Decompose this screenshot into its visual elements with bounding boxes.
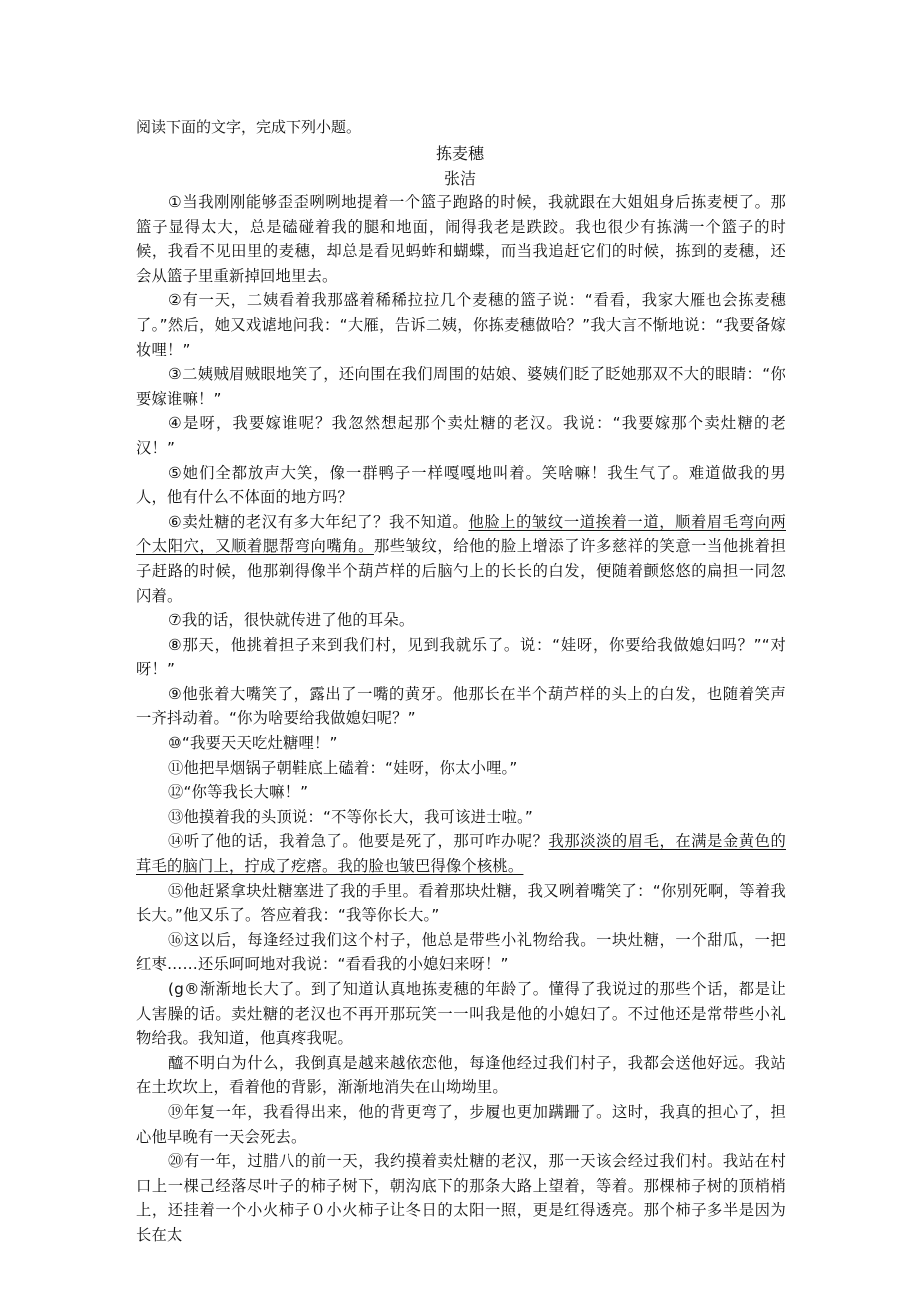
paragraph-15: ⑮他赶紧拿块灶糖塞进了我的手里。看着那块灶糖，我又咧着嘴笑了：“你别死啊，等着我长大。”他又乐了。答应着我：“我等你长大。” — [136, 881, 786, 925]
paragraph-11: ⑪他把旱烟锅子朝鞋底上磕着：“娃呀，你太小哩。” — [168, 758, 518, 777]
paragraph-10: ⑩“我要天天吃灶糖哩！” — [168, 734, 338, 753]
paragraph-6 — [136, 510, 786, 608]
instruction-text: 阅读下面的文字，完成下列小题。 — [136, 118, 362, 136]
paragraph-6-plain-end: 那些皱纹，给他的脸上增添了许多慈祥的笑意一当他挑着担子赶路的时候，他那剃得像半个葫芦样的后脑勺上的长长的白发，便随着颤悠悠的扁担一同忽闪着。 — [136, 537, 786, 605]
paragraph-4: ④是呀，我要嫁谁呢？我忽然想起那个卖灶糖的老汉。我说：“我要嫁那个卖灶糖的老汉！” — [136, 414, 786, 457]
paragraph-1: ①当我刚刚能够歪歪咧咧地提着一个篮子跑路的时候，我就跟在大姐姐身后拣麦梗了。那篮子显得太大，总是磕碰着我的腿和地面，闹得我老是跌跤。我也很少有拣满一个篮子的时候，我看不见田里的麦穗，却总是看见蚂蚱和蝴蝶，而当我追赶它们的时候，拣到的麦穗，还会从篮子里重新掉回地里去。 — [136, 193, 786, 285]
paragraph-7: ⑦我的话，很快就传进了他的耳朵。 — [168, 611, 415, 630]
article-body — [136, 190, 786, 1248]
article-title: 拣麦穗 — [435, 144, 484, 163]
paragraph-14-plain-start: ⑭听了他的话，我着急了。他要是死了，那可咋办呢？ — [168, 832, 549, 851]
paragraph-13: ⑬他摸着我的头顶说：“不等你长大，我可该进士啦。” — [168, 807, 534, 826]
paragraph-19: ⑲年复一年，我看得出来，他的背更弯了，步履也更加蹒跚了。这时，我真的担心了，担心他早晚有一天会死去。 — [136, 1102, 786, 1146]
paragraph-16: ⑯这以后，每逢经过我们这个村子，他总是带些小礼物给我。一块灶糖，一个甜瓜，一把红枣……还乐呵呵地对我说：“看看我的小媳妇来呀！” — [136, 930, 786, 974]
paragraph-14-underlined-sentence: 我那淡淡的眉毛，在满是金黄色的茸毛的脑门上，拧成了疙瘩。我的脸也皱巴得像个核桃。 — [136, 832, 786, 876]
paragraph-3: ③二姨贼眉贼眼地笑了，还向围在我们周围的姑娘、婆姨们眨了眨她那双不大的眼睛：“你要嫁谁嘛！” — [136, 365, 786, 408]
paragraph-8: ⑧那天，他挑着担子来到我们村，见到我就乐了。说：“娃呀，你要给我做媳妇吗？”“对呀！” — [136, 635, 786, 679]
paragraph-6-underlined-sentence: 他脸上的皱纹一道挨着一道，顺着眉毛弯向两个太阳穴，又顺着腮帮弯向嘴角。 — [136, 512, 786, 556]
paragraph-18: 醯不明白为什么，我倒真是越来越依恋他，每逢他经过我们村子，我都会送他好远。我站在土坎坎上，看着他的背影，渐渐地消失在山坳坳里。 — [136, 1053, 786, 1097]
paragraph-20: ⑳有一年，过腊八的前一天，我约摸着卖灶糖的老汉，那一天该会经过我们村。我站在村口上一棵己经落尽叶子的柿子树下，朝沟底下的那条大路上望着，等着。那棵柿子树的顶梢梢上，还挂着一个小火柿子０小火柿子让冬日的太阳一照，更是红得透亮。那个柿子多半是因为长在太 — [136, 1152, 786, 1244]
paragraph-14 — [136, 829, 786, 878]
paragraph-12: ⑫“你等我长大嘛！” — [168, 783, 309, 802]
paragraph-9: ⑨他张着大嘴笑了，露出了一嘴的黄牙。他那长在半个葫芦样的头上的白发，也随着笑声一齐抖动着。“你为啥要给我做媳妇呢？” — [136, 684, 786, 728]
paragraph-6-plain-start: ⑥卖灶糖的老汉有多大年纪了？我不知道。 — [168, 512, 469, 531]
article-author: 张洁 — [443, 169, 476, 188]
paragraph-2: ②有一天，二姨看着我那盛着稀稀拉拉几个麦穗的篮子说：“看看，我家大雁也会拣麦穗了。”然后，她又戏谑地问我：“大雁，告诉二姨，你拣麦穗做哈？”我大言不惭地说：“我要备嫁妆哩！” — [136, 291, 786, 359]
paragraph-17: (g®渐渐地长大了。到了知道认真地拣麦穗的年龄了。懂得了我说过的那些个话，都是让人害臊的话。卖灶糖的老汉也不再开那玩笑一一叫我是他的小媳妇了。不过他还是常带些小礼物给我。我知道，他真疼我呢。 — [136, 980, 786, 1048]
paragraph-5: ⑤她们全都放声大笑，像一群鸭子一样嘎嘎地叫着。笑啥嘛！我生气了。难道做我的男人，他有什么不体面的地方吗？ — [136, 463, 786, 507]
